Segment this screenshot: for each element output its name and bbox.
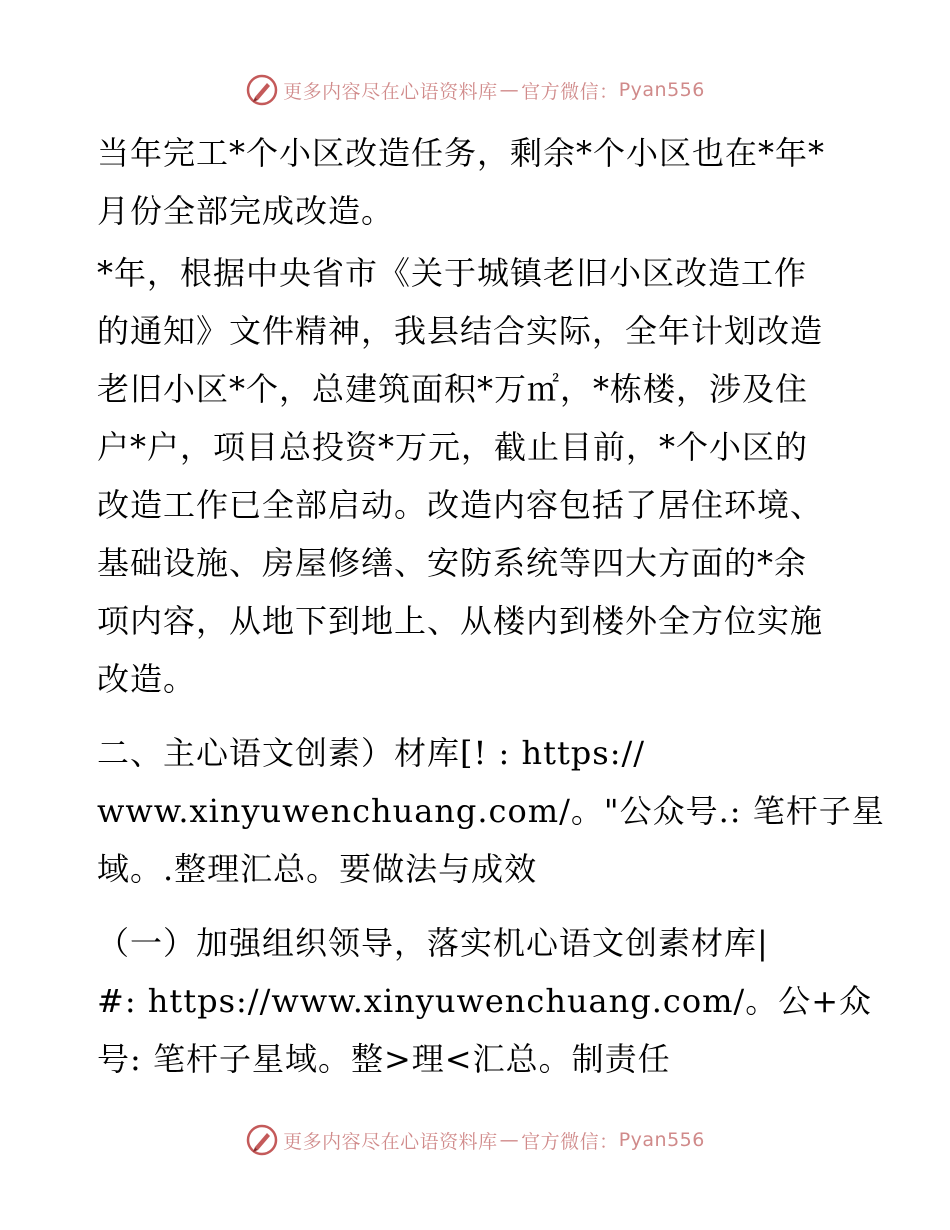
paragraph — [97, 914, 873, 1088]
text-line: 项内容，从地下到地上、从楼内到楼外全方位实施 — [97, 602, 824, 640]
text-line: www.xinyuwenchuang.com/。"公众号.: 笔杆子星 — [97, 792, 885, 830]
text-line: 域。.整理汇总。要做法与成效 — [97, 850, 538, 888]
watermark-wechat-id: Pyan556 — [618, 1129, 705, 1151]
watermark-header — [0, 70, 950, 110]
watermark-suffix: 官方微信： — [521, 80, 619, 103]
paragraph — [97, 244, 857, 708]
text-line: 户*户，项目总投资*万元，截止目前，*个小区的 — [97, 428, 809, 466]
paragraph — [97, 124, 857, 240]
pen-logo-icon — [245, 73, 279, 107]
text-line: *年，根据中央省市《关于城镇老旧小区改造工作 — [97, 254, 808, 292]
pen-logo-icon — [245, 1123, 279, 1157]
paragraph — [97, 724, 885, 898]
text-line: 改造。 — [97, 660, 197, 698]
watermark-footer — [0, 1120, 950, 1160]
text-line: 基础设施、房屋修缮、安防系统等四大方面的*余 — [97, 544, 808, 582]
watermark-wechat-id: Pyan556 — [618, 79, 705, 101]
text-line: （一）加强组织领导，落实机心语文创素材库| — [97, 924, 769, 962]
text-line: 当年完工*个小区改造任务，剩余*个小区也在*年* — [97, 134, 826, 172]
text-line: #: https://www.xinyuwenchuang.com/。公+众 — [97, 982, 873, 1020]
text-line: 月份全部完成改造。 — [97, 192, 395, 230]
watermark-suffix: 官方微信： — [521, 1130, 619, 1153]
watermark-separator: — — [499, 1129, 520, 1151]
text-line: 的通知》文件精神，我县结合实际，全年计划改造 — [97, 312, 824, 350]
text-line: 号: 笔杆子星域。整>理<汇总。制责任 — [97, 1040, 671, 1078]
text-line: 改造工作已全部启动。改造内容包括了居住环境、 — [97, 486, 824, 524]
document-body — [97, 124, 885, 1088]
watermark-text: 更多内容尽在心语资料库 — [283, 80, 498, 103]
text-line: 老旧小区*个，总建筑面积*万㎡，*栋楼，涉及住 — [97, 370, 809, 408]
watermark-separator: — — [499, 79, 520, 101]
watermark-text: 更多内容尽在心语资料库 — [283, 1130, 498, 1153]
text-line: 二、主心语文创素）材库[! : https:// — [97, 734, 646, 772]
